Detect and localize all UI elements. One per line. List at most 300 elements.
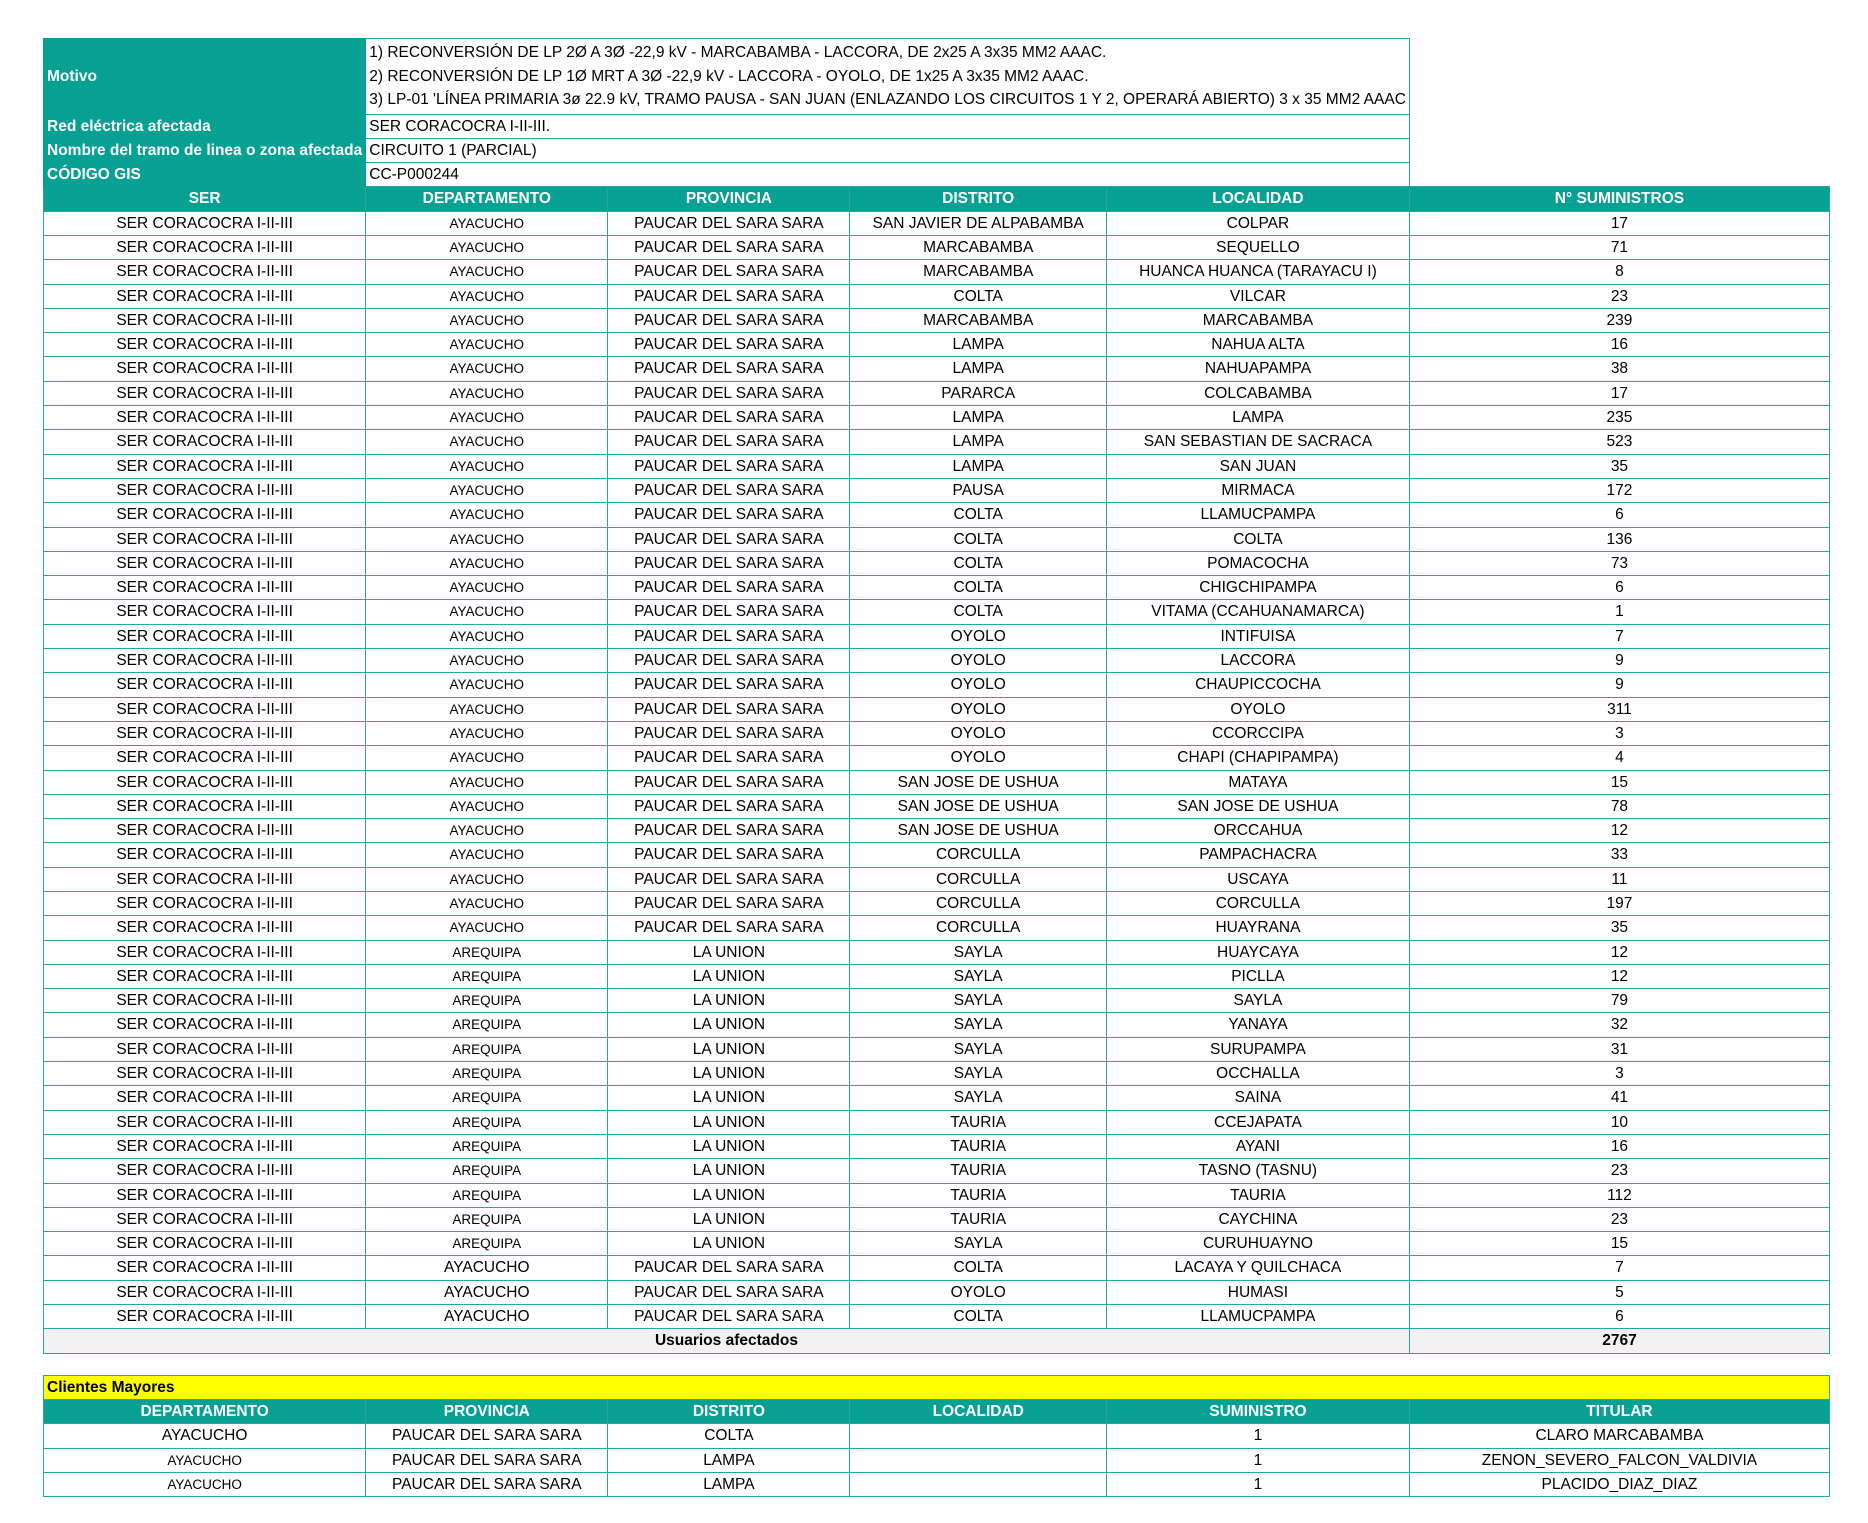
cell-suministros: 7	[1409, 624, 1829, 648]
cell-departamento: AYACUCHO	[366, 819, 608, 843]
cell-provincia: PAUCAR DEL SARA SARA	[608, 430, 850, 454]
cell-departamento: AYACUCHO	[366, 867, 608, 891]
cell-departamento: AYACUCHO	[366, 406, 608, 430]
cell-suministros: 16	[1409, 1134, 1829, 1158]
cell-suministros: 32	[1409, 1013, 1829, 1037]
cell-localidad: LAMPA	[1106, 406, 1409, 430]
cell-provincia: LA UNION	[608, 1183, 850, 1207]
header-provincia: PROVINCIA	[366, 1399, 608, 1423]
cell-distrito: SAYLA	[850, 1062, 1107, 1086]
cell-departamento: AREQUIPA	[366, 989, 608, 1013]
cell-departamento: AYACUCHO	[366, 721, 608, 745]
cell-departamento: AYACUCHO	[366, 916, 608, 940]
cell-ser: SER CORACOCRA I-II-III	[44, 1207, 366, 1231]
cell-distrito: TAURIA	[850, 1110, 1107, 1134]
cell-ser: SER CORACOCRA I-II-III	[44, 357, 366, 381]
cell-departamento: AYACUCHO	[366, 697, 608, 721]
cell-provincia: LA UNION	[608, 1062, 850, 1086]
cell-ser: SER CORACOCRA I-II-III	[44, 989, 366, 1013]
cell-departamento: AYACUCHO	[366, 1256, 608, 1280]
cell-ser: SER CORACOCRA I-II-III	[44, 1280, 366, 1304]
cell-provincia: PAUCAR DEL SARA SARA	[608, 770, 850, 794]
gis-value: CC-P000244	[366, 163, 1410, 187]
header-suministro: SUMINISTRO	[1106, 1399, 1409, 1423]
cell-provincia: LA UNION	[608, 1037, 850, 1061]
cell-ser: SER CORACOCRA I-II-III	[44, 576, 366, 600]
cell-ser: SER CORACOCRA I-II-III	[44, 673, 366, 697]
cell-suministros: 3	[1409, 1062, 1829, 1086]
cell-distrito: CORCULLA	[850, 843, 1107, 867]
cell-distrito: OYOLO	[850, 649, 1107, 673]
cell-ser: SER CORACOCRA I-II-III	[44, 527, 366, 551]
cell-distrito: SAN JOSE DE USHUA	[850, 794, 1107, 818]
cell-departamento: AREQUIPA	[366, 1232, 608, 1256]
cell-provincia: PAUCAR DEL SARA SARA	[608, 406, 850, 430]
cell-localidad: VITAMA (CCAHUANAMARCA)	[1106, 600, 1409, 624]
cell-distrito: SAYLA	[850, 964, 1107, 988]
cell-provincia: PAUCAR DEL SARA SARA	[608, 454, 850, 478]
table-row	[44, 1062, 1830, 1086]
cell-ser: SER CORACOCRA I-II-III	[44, 746, 366, 770]
table-row	[44, 1159, 1830, 1183]
motivo-value	[366, 39, 1410, 115]
cell-suministros: 136	[1409, 527, 1829, 551]
cell-suministros: 10	[1409, 1110, 1829, 1134]
cell-departamento: AYACUCHO	[366, 235, 608, 259]
table-row	[44, 989, 1830, 1013]
cell-localidad: POMACOCHA	[1106, 551, 1409, 575]
cell-departamento: AREQUIPA	[366, 1207, 608, 1231]
header-titular: TITULAR	[1409, 1399, 1829, 1423]
cell-distrito: SAYLA	[850, 1037, 1107, 1061]
cell-distrito: COLTA	[850, 284, 1107, 308]
cell-suministros: 35	[1409, 916, 1829, 940]
cell-localidad: CHIGCHIPAMPA	[1106, 576, 1409, 600]
cell-localidad: CURUHUAYNO	[1106, 1232, 1409, 1256]
cell-ser: SER CORACOCRA I-II-III	[44, 333, 366, 357]
red-row	[44, 114, 1830, 138]
cell-ser: SER CORACOCRA I-II-III	[44, 721, 366, 745]
cell-localidad: MARCABAMBA	[1106, 308, 1409, 332]
cell-suministros: 523	[1409, 430, 1829, 454]
cell-departamento: AREQUIPA	[366, 940, 608, 964]
cell-distrito: COLTA	[850, 576, 1107, 600]
table-row	[44, 260, 1830, 284]
cell-distrito: CORCULLA	[850, 892, 1107, 916]
cell-distrito: TAURIA	[850, 1159, 1107, 1183]
cell-suministros: 35	[1409, 454, 1829, 478]
cell-distrito: OYOLO	[850, 624, 1107, 648]
cell-localidad: LLAMUCPAMPA	[1106, 503, 1409, 527]
cell-suministros: 235	[1409, 406, 1829, 430]
cell-distrito: SAN JOSE DE USHUA	[850, 770, 1107, 794]
table-row	[44, 1110, 1830, 1134]
cell-provincia: PAUCAR DEL SARA SARA	[608, 819, 850, 843]
cell-provincia: PAUCAR DEL SARA SARA	[608, 843, 850, 867]
gis-label: CÓDIGO GIS	[44, 163, 366, 187]
cell-provincia: PAUCAR DEL SARA SARA	[608, 503, 850, 527]
cell-departamento: AREQUIPA	[366, 1013, 608, 1037]
cell-suministros: 78	[1409, 794, 1829, 818]
cell-departamento: AYACUCHO	[366, 211, 608, 235]
cell-provincia: PAUCAR DEL SARA SARA	[608, 284, 850, 308]
cell-departamento: AYACUCHO	[366, 794, 608, 818]
cell-departamento: AYACUCHO	[366, 746, 608, 770]
cell-suministros: 311	[1409, 697, 1829, 721]
cell-suministros: 112	[1409, 1183, 1829, 1207]
cell-distrito: OYOLO	[850, 721, 1107, 745]
cell-suministros: 12	[1409, 964, 1829, 988]
cell-ser: SER CORACOCRA I-II-III	[44, 1062, 366, 1086]
cell-ser: SER CORACOCRA I-II-III	[44, 406, 366, 430]
table-row	[44, 1183, 1830, 1207]
cell-provincia: PAUCAR DEL SARA SARA	[608, 746, 850, 770]
cell-provincia: PAUCAR DEL SARA SARA	[608, 892, 850, 916]
table-row	[44, 916, 1830, 940]
cell-ser: SER CORACOCRA I-II-III	[44, 819, 366, 843]
table-row	[44, 1305, 1830, 1329]
table-row	[44, 673, 1830, 697]
header-localidad: LOCALIDAD	[1106, 187, 1409, 211]
table-row	[44, 235, 1830, 259]
red-value: SER CORACOCRA I-II-III.	[366, 114, 1410, 138]
cell-ser: SER CORACOCRA I-II-III	[44, 260, 366, 284]
cell-provincia: PAUCAR DEL SARA SARA	[608, 649, 850, 673]
cell-localidad: CHAUPICCOCHA	[1106, 673, 1409, 697]
cell-ser: SER CORACOCRA I-II-III	[44, 624, 366, 648]
cell-distrito: OYOLO	[850, 673, 1107, 697]
cell-distrito: MARCABAMBA	[850, 308, 1107, 332]
cell-provincia: PAUCAR DEL SARA SARA	[366, 1424, 608, 1448]
table-row	[44, 867, 1830, 891]
cell-provincia: PAUCAR DEL SARA SARA	[608, 673, 850, 697]
table-row	[44, 503, 1830, 527]
motivo-line: 2) RECONVERSIÓN DE LP 1Ø MRT A 3Ø -22,9 kV - LACCORA - OYOLO, DE 1x25 A 3x35 MM2 AAAC.	[369, 67, 1089, 85]
cell-localidad: COLPAR	[1106, 211, 1409, 235]
cell-provincia: PAUCAR DEL SARA SARA	[608, 697, 850, 721]
cell-suministros: 7	[1409, 1256, 1829, 1280]
table-row	[44, 1134, 1830, 1158]
cell-departamento: AYACUCHO	[366, 843, 608, 867]
header-departamento: DEPARTAMENTO	[366, 187, 608, 211]
cell-departamento: AYACUCHO	[366, 308, 608, 332]
cell-localidad: LLAMUCPAMPA	[1106, 1305, 1409, 1329]
cell-localidad: COLTA	[1106, 527, 1409, 551]
cell-ser: SER CORACOCRA I-II-III	[44, 916, 366, 940]
cell-departamento: AYACUCHO	[366, 1280, 608, 1304]
cell-provincia: LA UNION	[608, 1086, 850, 1110]
cell-suministros: 17	[1409, 381, 1829, 405]
spreadsheet	[43, 38, 1830, 1497]
cell-ser: SER CORACOCRA I-II-III	[44, 600, 366, 624]
cell-departamento: AYACUCHO	[366, 478, 608, 502]
cell-suministros: 9	[1409, 673, 1829, 697]
cell-departamento: AYACUCHO	[44, 1448, 366, 1472]
cell-distrito: LAMPA	[850, 333, 1107, 357]
cell-distrito: TAURIA	[850, 1183, 1107, 1207]
cell-provincia: PAUCAR DEL SARA SARA	[608, 1280, 850, 1304]
cell-titular: CLARO MARCABAMBA	[1409, 1424, 1829, 1448]
cell-suministros: 41	[1409, 1086, 1829, 1110]
cell-suministros: 5	[1409, 1280, 1829, 1304]
cell-suministro: 1	[1106, 1424, 1409, 1448]
cell-ser: SER CORACOCRA I-II-III	[44, 843, 366, 867]
table-row	[44, 746, 1830, 770]
cell-distrito: COLTA	[850, 1256, 1107, 1280]
cell-localidad: NAHUAPAMPA	[1106, 357, 1409, 381]
cell-provincia: PAUCAR DEL SARA SARA	[608, 624, 850, 648]
table-row	[44, 964, 1830, 988]
cell-ser: SER CORACOCRA I-II-III	[44, 940, 366, 964]
cell-departamento: AYACUCHO	[366, 260, 608, 284]
cell-provincia: PAUCAR DEL SARA SARA	[608, 600, 850, 624]
cell-suministros: 6	[1409, 1305, 1829, 1329]
cell-departamento: AYACUCHO	[44, 1472, 366, 1496]
cell-suministros: 33	[1409, 843, 1829, 867]
cell-provincia: LA UNION	[608, 1232, 850, 1256]
header-distrito: DISTRITO	[608, 1399, 850, 1423]
cell-distrito: SAN JAVIER DE ALPABAMBA	[850, 211, 1107, 235]
header-suministros: N° SUMINISTROS	[1409, 187, 1829, 211]
report-table	[43, 38, 1830, 1497]
cell-provincia: PAUCAR DEL SARA SARA	[608, 357, 850, 381]
cell-suministros: 11	[1409, 867, 1829, 891]
cell-localidad: HUAYCAYA	[1106, 940, 1409, 964]
cell-provincia: PAUCAR DEL SARA SARA	[608, 478, 850, 502]
cell-localidad: LACAYA Y QUILCHACA	[1106, 1256, 1409, 1280]
spacer-row	[44, 1353, 1830, 1375]
cell-distrito: COLTA	[850, 600, 1107, 624]
cell-suministros: 239	[1409, 308, 1829, 332]
cell-localidad: CCORCCIPA	[1106, 721, 1409, 745]
cell-suministros: 17	[1409, 211, 1829, 235]
cell-provincia: PAUCAR DEL SARA SARA	[608, 260, 850, 284]
cell-localidad: MIRMACA	[1106, 478, 1409, 502]
cell-distrito: OYOLO	[850, 697, 1107, 721]
cell-departamento: AREQUIPA	[366, 1134, 608, 1158]
cell-ser: SER CORACOCRA I-II-III	[44, 1232, 366, 1256]
header-ser: SER	[44, 187, 366, 211]
table-row	[44, 794, 1830, 818]
cell-provincia: PAUCAR DEL SARA SARA	[608, 794, 850, 818]
cell-distrito: PARARCA	[850, 381, 1107, 405]
cell-localidad: CORCULLA	[1106, 892, 1409, 916]
cell-departamento: AYACUCHO	[366, 624, 608, 648]
cell-distrito: LAMPA	[608, 1472, 850, 1496]
clientes-title-row	[44, 1375, 1830, 1399]
cell-ser: SER CORACOCRA I-II-III	[44, 454, 366, 478]
cell-ser: SER CORACOCRA I-II-III	[44, 381, 366, 405]
cell-suministros: 23	[1409, 1159, 1829, 1183]
cell-distrito: COLTA	[850, 503, 1107, 527]
cell-suministros: 6	[1409, 576, 1829, 600]
cell-provincia: PAUCAR DEL SARA SARA	[608, 1256, 850, 1280]
cell-provincia: PAUCAR DEL SARA SARA	[608, 235, 850, 259]
cell-localidad	[850, 1472, 1107, 1496]
cell-departamento: AYACUCHO	[366, 1305, 608, 1329]
cell-ser: SER CORACOCRA I-II-III	[44, 478, 366, 502]
table-row	[44, 770, 1830, 794]
motivo-row	[44, 39, 1830, 115]
cell-distrito: PAUSA	[850, 478, 1107, 502]
cell-localidad: CHAPI (CHAPIPAMPA)	[1106, 746, 1409, 770]
table-row	[44, 406, 1830, 430]
cell-localidad: TAURIA	[1106, 1183, 1409, 1207]
cell-departamento: AYACUCHO	[366, 503, 608, 527]
cell-provincia: PAUCAR DEL SARA SARA	[608, 867, 850, 891]
cell-localidad: USCAYA	[1106, 867, 1409, 891]
cell-provincia: PAUCAR DEL SARA SARA	[608, 308, 850, 332]
cell-localidad: HUANCA HUANCA (TARAYACU I)	[1106, 260, 1409, 284]
cell-ser: SER CORACOCRA I-II-III	[44, 211, 366, 235]
cell-departamento: AYACUCHO	[366, 381, 608, 405]
cell-suministros: 3	[1409, 721, 1829, 745]
header-localidad: LOCALIDAD	[850, 1399, 1107, 1423]
cell-provincia: LA UNION	[608, 964, 850, 988]
cell-departamento: AYACUCHO	[366, 649, 608, 673]
cell-departamento: AYACUCHO	[366, 454, 608, 478]
cell-distrito: SAYLA	[850, 940, 1107, 964]
cell-localidad: SAN JUAN	[1106, 454, 1409, 478]
cell-distrito: OYOLO	[850, 746, 1107, 770]
table-row	[44, 454, 1830, 478]
cell-provincia: PAUCAR DEL SARA SARA	[608, 333, 850, 357]
total-row	[44, 1329, 1830, 1353]
cell-suministros: 15	[1409, 1232, 1829, 1256]
cell-distrito: COLTA	[850, 551, 1107, 575]
cell-departamento: AREQUIPA	[366, 964, 608, 988]
cell-localidad: OCCHALLA	[1106, 1062, 1409, 1086]
cell-suministros: 15	[1409, 770, 1829, 794]
table-row	[44, 1207, 1830, 1231]
cell-departamento: AYACUCHO	[366, 527, 608, 551]
cell-localidad: VILCAR	[1106, 284, 1409, 308]
table-row	[44, 697, 1830, 721]
cell-ser: SER CORACOCRA I-II-III	[44, 551, 366, 575]
header-distrito: DISTRITO	[850, 187, 1107, 211]
cell-localidad: SAYLA	[1106, 989, 1409, 1013]
cell-localidad: CCEJAPATA	[1106, 1110, 1409, 1134]
cell-suministro: 1	[1106, 1472, 1409, 1496]
cell-ser: SER CORACOCRA I-II-III	[44, 1037, 366, 1061]
cell-distrito: SAYLA	[850, 1086, 1107, 1110]
cell-distrito: CORCULLA	[850, 867, 1107, 891]
cell-provincia: LA UNION	[608, 1159, 850, 1183]
cell-suministros: 12	[1409, 940, 1829, 964]
table-row	[44, 1037, 1830, 1061]
cell-localidad: PAMPACHACRA	[1106, 843, 1409, 867]
cell-provincia: PAUCAR DEL SARA SARA	[608, 527, 850, 551]
cell-localidad: PICLLA	[1106, 964, 1409, 988]
table-row	[44, 576, 1830, 600]
cell-provincia: LA UNION	[608, 1110, 850, 1134]
cell-provincia: LA UNION	[608, 1134, 850, 1158]
cell-provincia: LA UNION	[608, 989, 850, 1013]
table-row	[44, 649, 1830, 673]
table-row	[44, 892, 1830, 916]
table-row	[44, 430, 1830, 454]
cell-localidad: HUMASI	[1106, 1280, 1409, 1304]
cell-localidad: LACCORA	[1106, 649, 1409, 673]
cell-distrito: COLTA	[850, 527, 1107, 551]
cell-departamento: AYACUCHO	[366, 551, 608, 575]
cell-ser: SER CORACOCRA I-II-III	[44, 1013, 366, 1037]
cell-ser: SER CORACOCRA I-II-III	[44, 794, 366, 818]
cell-departamento: AYACUCHO	[366, 333, 608, 357]
cell-ser: SER CORACOCRA I-II-III	[44, 1256, 366, 1280]
table-row	[44, 551, 1830, 575]
total-value: 2767	[1409, 1329, 1829, 1353]
cell-departamento: AREQUIPA	[366, 1159, 608, 1183]
cell-suministros: 8	[1409, 260, 1829, 284]
table-row	[44, 308, 1830, 332]
cell-ser: SER CORACOCRA I-II-III	[44, 892, 366, 916]
cell-ser: SER CORACOCRA I-II-III	[44, 308, 366, 332]
cell-distrito: LAMPA	[850, 454, 1107, 478]
table-row	[44, 284, 1830, 308]
cell-localidad	[850, 1448, 1107, 1472]
table-row	[44, 1086, 1830, 1110]
cell-departamento: AREQUIPA	[366, 1183, 608, 1207]
main-table-header	[44, 187, 1830, 211]
cell-distrito: LAMPA	[850, 357, 1107, 381]
cell-localidad: SAN SEBASTIAN DE SACRACA	[1106, 430, 1409, 454]
cell-suministros: 6	[1409, 503, 1829, 527]
cell-provincia: PAUCAR DEL SARA SARA	[608, 551, 850, 575]
header-departamento: DEPARTAMENTO	[44, 1399, 366, 1423]
table-row	[44, 527, 1830, 551]
cell-suministros: 1	[1409, 600, 1829, 624]
cell-departamento: AYACUCHO	[366, 357, 608, 381]
cell-provincia: PAUCAR DEL SARA SARA	[608, 381, 850, 405]
cell-ser: SER CORACOCRA I-II-III	[44, 430, 366, 454]
red-label: Red eléctrica afectada	[44, 114, 366, 138]
cell-ser: SER CORACOCRA I-II-III	[44, 1159, 366, 1183]
cell-distrito: OYOLO	[850, 1280, 1107, 1304]
cell-localidad: AYANI	[1106, 1134, 1409, 1158]
table-row	[44, 721, 1830, 745]
table-row	[44, 211, 1830, 235]
cell-distrito: COLTA	[608, 1424, 850, 1448]
cell-localidad: OYOLO	[1106, 697, 1409, 721]
cell-localidad: ORCCAHUA	[1106, 819, 1409, 843]
cell-departamento: AYACUCHO	[366, 284, 608, 308]
table-row	[44, 478, 1830, 502]
cell-ser: SER CORACOCRA I-II-III	[44, 697, 366, 721]
cell-suministros: 38	[1409, 357, 1829, 381]
clientes-header	[44, 1399, 1830, 1423]
cell-provincia: LA UNION	[608, 1207, 850, 1231]
table-row	[44, 333, 1830, 357]
cell-localidad: TASNO (TASNU)	[1106, 1159, 1409, 1183]
cell-suministros: 71	[1409, 235, 1829, 259]
cell-localidad: YANAYA	[1106, 1013, 1409, 1037]
cell-distrito: CORCULLA	[850, 916, 1107, 940]
table-row	[44, 843, 1830, 867]
cell-localidad: CAYCHINA	[1106, 1207, 1409, 1231]
cell-distrito: TAURIA	[850, 1134, 1107, 1158]
cell-provincia: PAUCAR DEL SARA SARA	[608, 916, 850, 940]
cell-suministros: 197	[1409, 892, 1829, 916]
cell-departamento: AYACUCHO	[366, 600, 608, 624]
cell-distrito: SAYLA	[850, 1232, 1107, 1256]
cell-distrito: MARCABAMBA	[850, 235, 1107, 259]
table-row	[44, 1280, 1830, 1304]
clientes-row	[44, 1424, 1830, 1448]
cell-provincia: PAUCAR DEL SARA SARA	[366, 1472, 608, 1496]
cell-suministros: 4	[1409, 746, 1829, 770]
cell-localidad: SEQUELLO	[1106, 235, 1409, 259]
